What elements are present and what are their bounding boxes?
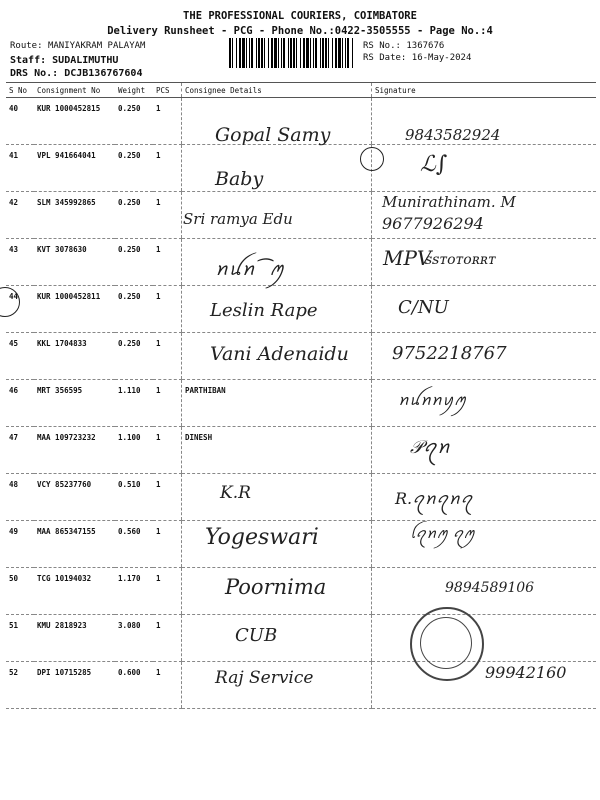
table-row xyxy=(6,474,596,521)
col-sno: S No xyxy=(6,83,34,98)
row-consignment-no: MAA 865347155 xyxy=(34,521,115,568)
drs-label: DRS No.: xyxy=(10,68,59,79)
circled-mark-icon xyxy=(360,147,384,171)
handwritten-signature: MPV xyxy=(383,246,432,270)
table-header-row xyxy=(6,83,596,98)
row-sno: 40 xyxy=(6,98,34,145)
row-weight: 3.080 xyxy=(115,615,153,662)
row-consignment-no: MAA 109723232 xyxy=(34,427,115,474)
document-subtitle: Delivery Runsheet - PCG - Phone No.:0422-3505555 - Page No.:4 xyxy=(107,25,493,37)
row-consignee: PARTHIBAN xyxy=(182,380,372,427)
row-pcs: 1 xyxy=(153,145,182,192)
barcode-image xyxy=(229,38,355,68)
row-consignee: DINESH xyxy=(182,427,372,474)
row-weight: 0.250 xyxy=(115,192,153,239)
row-consignment-no: MRT 356595 xyxy=(34,380,115,427)
table-row xyxy=(6,380,596,427)
row-pcs: 1 xyxy=(153,662,182,709)
row-pcs: 1 xyxy=(153,333,182,380)
col-consignment: Consignment No xyxy=(34,83,115,98)
row-consignment-no: KKL 1704833 xyxy=(34,333,115,380)
row-pcs: 1 xyxy=(153,98,182,145)
rs-date-label: RS Date: xyxy=(363,53,407,63)
row-pcs: 1 xyxy=(153,427,182,474)
row-consignment-no: KUR 1000452815 xyxy=(34,98,115,145)
handwritten-signature: Munirathinam. M xyxy=(382,193,516,211)
row-pcs: 1 xyxy=(153,192,182,239)
row-weight: 0.560 xyxy=(115,521,153,568)
row-weight: 0.250 xyxy=(115,145,153,192)
table-row xyxy=(6,615,596,662)
row-sno: 45 xyxy=(6,333,34,380)
handwritten-name: Gopal Samy xyxy=(215,124,331,146)
row-signature xyxy=(372,145,597,192)
handwritten-name: Leslin Rape xyxy=(210,300,318,321)
row-sno: 47 xyxy=(6,427,34,474)
rs-no-label: RS No.: xyxy=(363,41,401,51)
runsheet-table xyxy=(6,82,596,709)
handwritten-phone: 9843582924 xyxy=(405,126,501,144)
row-pcs: 1 xyxy=(153,380,182,427)
rs-date-line xyxy=(363,53,471,63)
staff-label: Staff: xyxy=(10,55,47,66)
row-sno: 43 xyxy=(6,239,34,286)
document-title: THE PROFESSIONAL COURIERS, COIMBATORE xyxy=(183,10,417,22)
table-row xyxy=(6,427,596,474)
col-signature: Signature xyxy=(372,83,597,98)
row-consignment-no: KVT 3078630 xyxy=(34,239,115,286)
rs-no-line xyxy=(363,41,444,51)
handwritten-phone: 9677926294 xyxy=(382,214,484,233)
row-consignment-no: VPL 941664041 xyxy=(34,145,115,192)
company-stamp-inner-icon xyxy=(420,617,472,669)
signature-scribble-icon: 𝒫ꪖꪀ xyxy=(410,437,451,458)
row-weight: 0.250 xyxy=(115,98,153,145)
staff-line xyxy=(10,55,118,66)
handwritten-name: Poornima xyxy=(225,575,327,599)
row-consignee xyxy=(182,474,372,521)
row-weight: 0.510 xyxy=(115,474,153,521)
row-sno: 41 xyxy=(6,145,34,192)
route-line xyxy=(10,41,145,51)
row-weight: 1.170 xyxy=(115,568,153,615)
row-weight: 0.600 xyxy=(115,662,153,709)
row-consignment-no: VCY 85237760 xyxy=(34,474,115,521)
rs-date-value: 16-May-2024 xyxy=(411,53,472,63)
row-sno: 48 xyxy=(6,474,34,521)
signature-scribble-icon: R.ꪖꪀꪖꪀꪖ xyxy=(395,489,473,508)
row-sno: 52 xyxy=(6,662,34,709)
row-sno: 51 xyxy=(6,615,34,662)
signature-scribble-icon: ꪀꪊꪀꪀꪗꪑ xyxy=(398,391,467,409)
handwritten-name: Baby xyxy=(215,168,264,190)
handwritten-phone: 9894589106 xyxy=(445,580,535,596)
row-consignment-no: KUR 1000452811 xyxy=(34,286,115,333)
row-weight: 0.250 xyxy=(115,239,153,286)
row-weight: 0.250 xyxy=(115,286,153,333)
handwritten-name: Yogeswari xyxy=(205,525,319,550)
row-sno: 46 xyxy=(6,380,34,427)
row-weight: 1.110 xyxy=(115,380,153,427)
row-pcs: 1 xyxy=(153,615,182,662)
signature-scribble-icon: ℒ∫ xyxy=(420,152,448,177)
row-consignee xyxy=(182,145,372,192)
row-consignment-no: TCG 10194032 xyxy=(34,568,115,615)
route-label: Route: xyxy=(10,41,43,51)
handwritten-name: Raj Service xyxy=(215,668,314,688)
row-consignment-no: DPI 10715285 xyxy=(34,662,115,709)
row-sno: 50 xyxy=(6,568,34,615)
drs-line xyxy=(10,68,142,79)
handwritten-signature: C/NU xyxy=(398,297,449,318)
row-sno: 42 xyxy=(6,192,34,239)
rs-no-value: 1367676 xyxy=(406,41,445,51)
handwritten-phone: 99942160 xyxy=(485,663,567,682)
signature-scribble-icon: ꜱꜱᴛᴏᴛᴏʀʀᴛ xyxy=(425,252,496,268)
row-pcs: 1 xyxy=(153,568,182,615)
row-pcs: 1 xyxy=(153,239,182,286)
drs-value: DCJB136767604 xyxy=(64,68,143,79)
handwritten-name-scribble-icon: ꪀꪊꪀ⁀ꪑ xyxy=(215,259,285,280)
col-weight: Weight xyxy=(115,83,153,98)
handwritten-name: Vani Adenaidu xyxy=(210,343,349,365)
row-weight: 1.100 xyxy=(115,427,153,474)
row-consignment-no: KMU 2818923 xyxy=(34,615,115,662)
row-signature xyxy=(372,615,597,662)
col-pcs: PCS xyxy=(153,83,182,98)
row-sno: 49 xyxy=(6,521,34,568)
row-signature xyxy=(372,427,597,474)
handwritten-name: K.R xyxy=(220,483,251,503)
row-pcs: 1 xyxy=(153,474,182,521)
handwritten-name: Sri ramya Edu xyxy=(183,210,293,228)
row-weight: 0.250 xyxy=(115,333,153,380)
signature-scribble-icon: ꪶꪖꪀꪑ ꪖꪑ xyxy=(410,526,476,542)
handwritten-name: CUB xyxy=(235,625,278,646)
table-row xyxy=(6,239,596,286)
route-value: MANIYAKRAM PALAYAM xyxy=(47,41,146,51)
table-row xyxy=(6,145,596,192)
row-consignment-no: SLM 345992865 xyxy=(34,192,115,239)
row-sno: 44 xyxy=(6,286,34,333)
row-pcs: 1 xyxy=(153,286,182,333)
handwritten-phone: 9752218767 xyxy=(392,343,507,364)
row-signature xyxy=(372,521,597,568)
col-consignee: Consignee Details xyxy=(182,83,372,98)
row-pcs: 1 xyxy=(153,521,182,568)
staff-value: SUDALIMUTHU xyxy=(52,55,119,66)
